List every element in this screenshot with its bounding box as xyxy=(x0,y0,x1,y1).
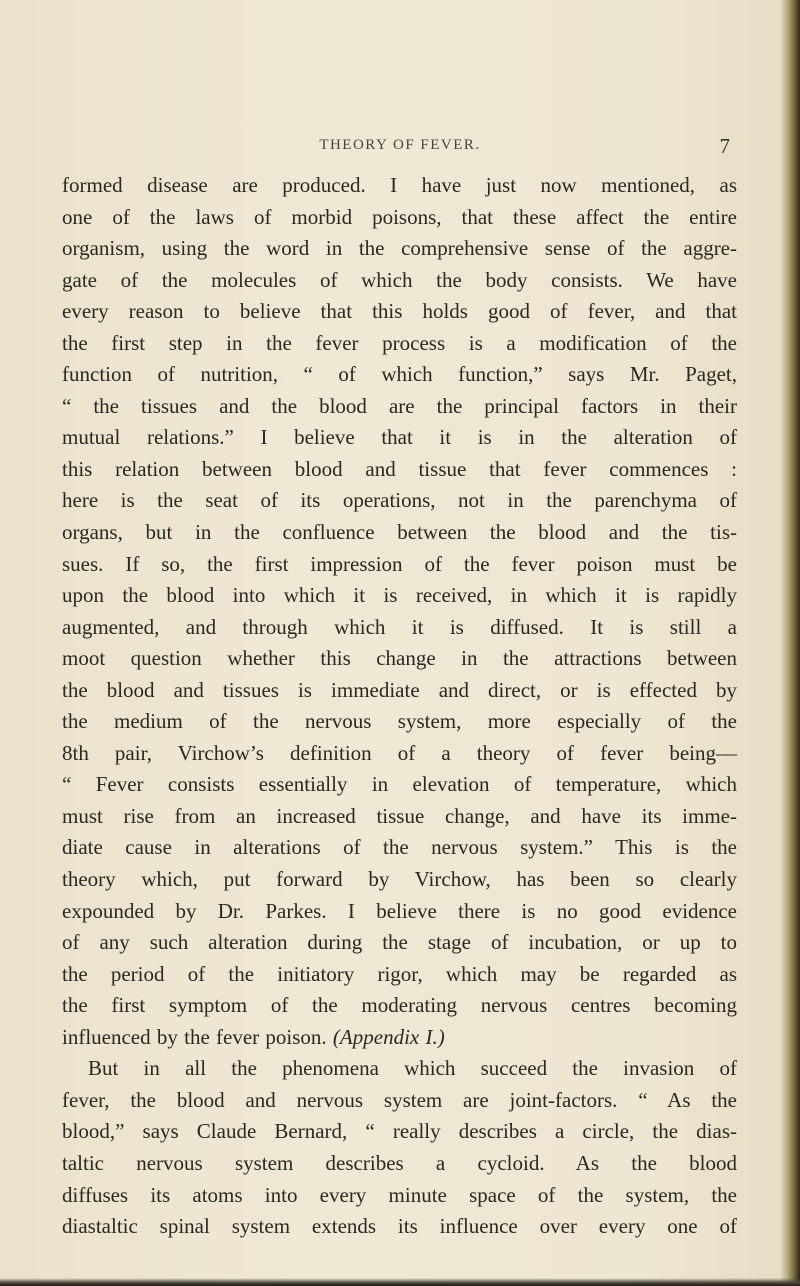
text-line: here is the seat of its operations, not in the parenchyma of xyxy=(62,488,737,513)
text-line: the first step in the fever process is a modification of the xyxy=(62,330,737,355)
text-line-paragraph-start: But in all the phenomena which succeed the invasion of xyxy=(88,1056,737,1081)
text-line: fever, the blood and nervous system are joint-factors. “ As the xyxy=(62,1087,737,1112)
page-edge-shadow xyxy=(780,0,800,1286)
text-line: diastaltic spinal system extends its influence over every one of xyxy=(62,1214,737,1239)
text-line: upon the blood into which it is received, in which it is rapidly xyxy=(62,583,737,608)
text-line-content: influenced by the fever poison. xyxy=(62,1024,327,1049)
text-line: 8th pair, Virchow’s definition of a theory of fever being— xyxy=(62,740,737,765)
text-line: diate cause in alterations of the nervous system.” This is the xyxy=(62,835,737,860)
text-line: organs, but in the confluence between the blood and the tis- xyxy=(62,520,737,545)
text-line: expounded by Dr. Parkes. I believe there is no good evidence xyxy=(62,898,737,923)
text-line: the blood and tissues is immediate and direct, or is effected by xyxy=(62,677,737,702)
text-line: “ the tissues and the blood are the principal factors in their xyxy=(62,393,737,418)
text-line: every reason to believe that this holds good of fever, and that xyxy=(62,299,737,324)
text-line: the period of the initiatory rigor, which may be regarded as xyxy=(62,961,737,986)
text-line-paragraph-end xyxy=(62,1022,737,1054)
page-number: 7 xyxy=(719,134,730,158)
text-line: sues. If so, the first impression of the fever poison must be xyxy=(62,551,737,576)
page-header xyxy=(60,134,740,161)
text-line: formed disease are produced. I have just now mentioned, as xyxy=(62,173,737,197)
text-line: of any such alteration during the stage of incubation, or up to xyxy=(62,930,737,955)
text-line: must rise from an increased tissue change, and have its imme- xyxy=(62,803,737,828)
text-line: diffuses its atoms into every minute space of the system, the xyxy=(62,1182,737,1207)
body-text xyxy=(62,170,737,1243)
text-line: gate of the molecules of which the body consists. We have xyxy=(62,267,737,292)
text-line: organism, using the word in the comprehensive sense of the aggre- xyxy=(62,236,737,261)
text-line: function of nutrition, “ of which function,” says Mr. Paget, xyxy=(62,362,737,387)
text-line: taltic nervous system describes a cycloid. As the blood xyxy=(62,1150,737,1175)
text-line: theory which, put forward by Virchow, has been so clearly xyxy=(62,867,737,892)
text-line: the first symptom of the moderating nervous centres becoming xyxy=(62,993,737,1018)
running-title: THEORY OF FEVER. xyxy=(319,137,481,153)
text-line: this relation between blood and tissue that fever commences : xyxy=(62,456,737,481)
text-line: mutual relations.” I believe that it is in the alteration of xyxy=(62,425,737,450)
text-line: one of the laws of morbid poisons, that these affect the entire xyxy=(62,204,737,229)
text-line: augmented, and through which it is diffused. It is still a xyxy=(62,614,737,639)
text-line: the medium of the nervous system, more especially of the xyxy=(62,709,737,734)
page-bottom-edge xyxy=(0,1278,800,1286)
text-line: blood,” says Claude Bernard, “ really describes a circle, the dias- xyxy=(62,1119,737,1144)
text-line: moot question whether this change in the attractions between xyxy=(62,646,737,671)
appendix-reference: (Appendix I.) xyxy=(332,1024,445,1049)
text-line: “ Fever consists essentially in elevation of temperature, which xyxy=(62,772,737,797)
